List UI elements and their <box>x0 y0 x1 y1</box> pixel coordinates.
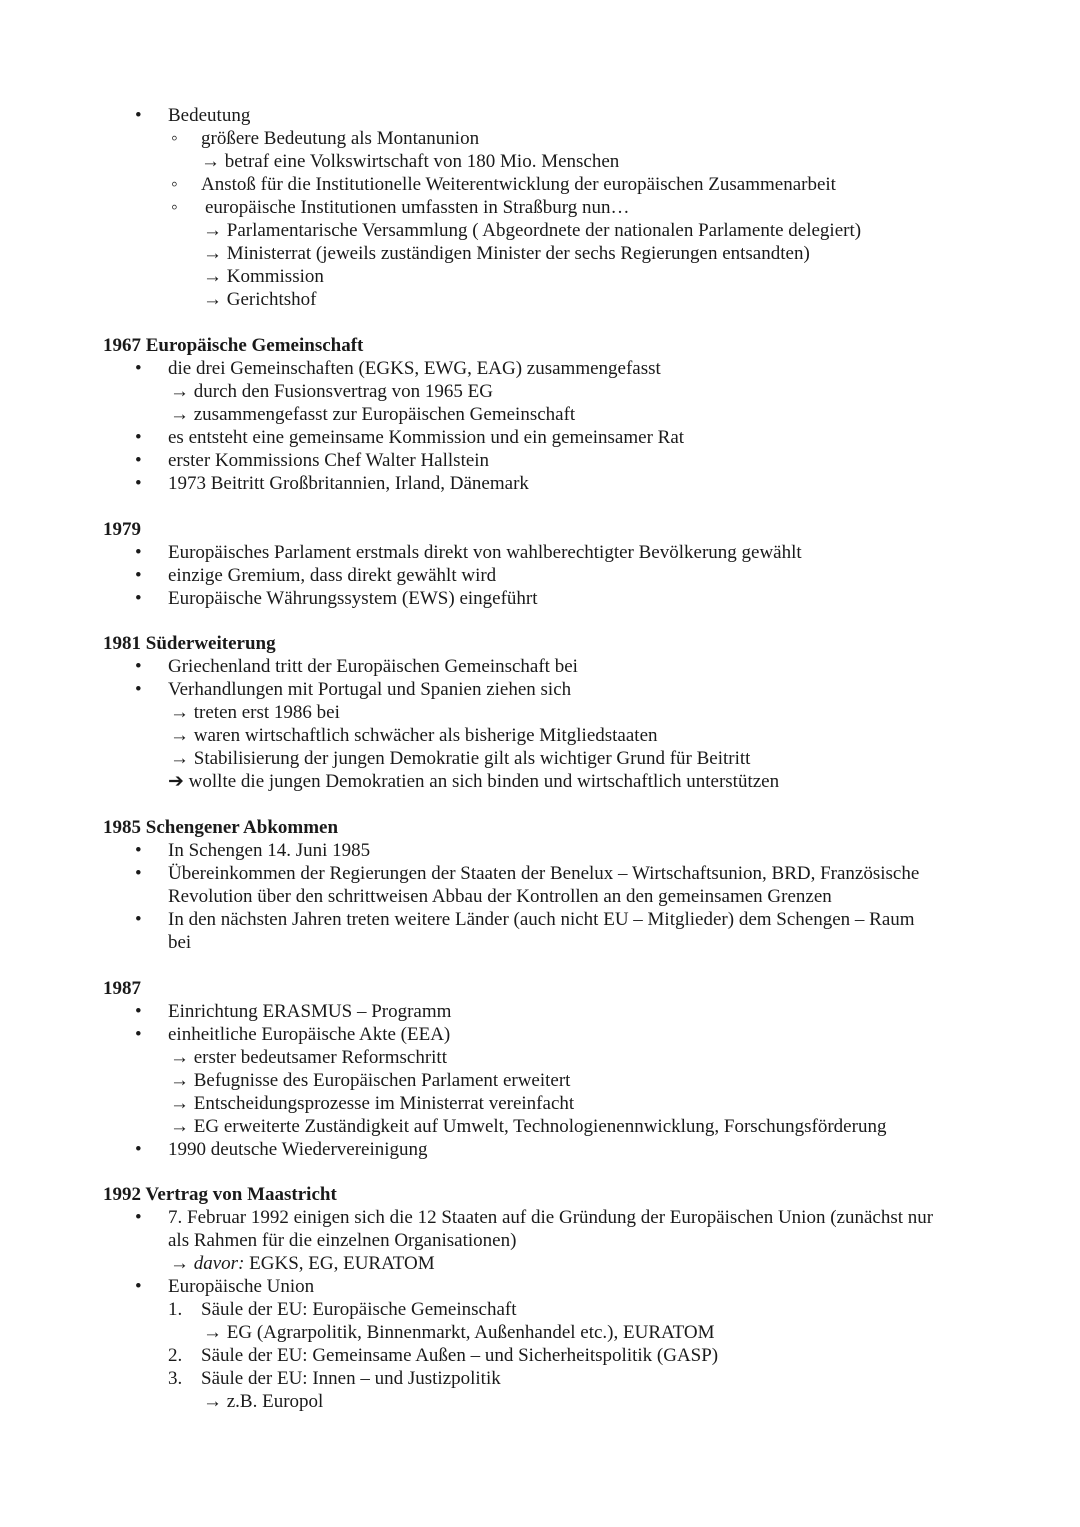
list-marker: • <box>135 450 142 471</box>
text-line: → Parlamentarische Versammlung ( Abgeordnete der nationalen Parlamente delegiert) <box>203 220 862 241</box>
text-line: Übereinkommen der Regierungen der Staaten der Benelux – Wirtschaftsunion, BRD, Französische <box>168 863 920 884</box>
text-line <box>170 1252 435 1275</box>
text-line: → erster bedeutsamer Reformschritt <box>170 1047 447 1068</box>
list-marker: • <box>135 565 142 586</box>
text-line: → EG (Agrarpolitik, Binnenmarkt, Außenhandel etc.), EURATOM <box>203 1322 715 1343</box>
text-line: 1990 deutsche Wiedervereinigung <box>168 1139 428 1160</box>
text-line: Bedeutung <box>168 105 251 126</box>
list-marker: • <box>135 679 142 700</box>
list-marker: • <box>135 840 142 861</box>
list-marker: • <box>135 588 142 609</box>
text-line: Revolution über den schrittweisen Abbau der Kontrollen an den gemeinsamen Grenzen <box>168 886 832 907</box>
text-line: In Schengen 14. Juni 1985 <box>168 840 371 861</box>
list-marker: • <box>135 105 142 126</box>
list-marker: • <box>135 863 142 884</box>
text-line: → z.B. Europol <box>203 1391 324 1412</box>
list-marker: • <box>135 358 142 379</box>
list-marker: • <box>135 1139 142 1160</box>
emphasis-text: davor: <box>193 1253 245 1274</box>
text-line: → zusammengefasst zur Europäischen Gemeinschaft <box>170 404 576 425</box>
list-marker: ◦ <box>171 197 178 218</box>
text-line: europäische Institutionen umfassten in Straßburg nun… <box>205 197 630 218</box>
list-marker: • <box>135 1024 142 1045</box>
text-line: Griechenland tritt der Europäischen Gemeinschaft bei <box>168 656 578 677</box>
text-line: → EG erweiterte Zuständigkeit auf Umwelt, Technologienennwicklung, Forschungsförderung <box>170 1116 887 1137</box>
text-line: ➔ wollte die jungen Demokratien an sich binden und wirtschaftlich unterstützen <box>168 771 780 792</box>
section-heading: 1987 <box>103 978 141 999</box>
line-prefix: → <box>170 1253 194 1274</box>
text-line: die drei Gemeinschaften (EGKS, EWG, EAG) zusammengefasst <box>168 358 661 379</box>
text-line: es entsteht eine gemeinsame Kommission und ein gemeinsamer Rat <box>168 427 685 448</box>
text-line: → Gerichtshof <box>203 289 317 310</box>
list-marker: • <box>135 1207 142 1228</box>
section-heading: 1967 Europäische Gemeinschaft <box>103 335 364 356</box>
text-line: erster Kommissions Chef Walter Hallstein <box>168 450 490 471</box>
text-line: bei <box>168 932 192 953</box>
list-marker: • <box>135 909 142 930</box>
text-line: Säule der EU: Innen – und Justizpolitik <box>201 1368 501 1389</box>
list-marker: • <box>135 427 142 448</box>
text-line: Europäische Union <box>168 1276 315 1297</box>
text-line: → Entscheidungsprozesse im Ministerrat vereinfacht <box>170 1093 575 1114</box>
text-line: als Rahmen für die einzelnen Organisationen) <box>168 1230 517 1251</box>
list-marker: • <box>135 473 142 494</box>
text-line: 7. Februar 1992 einigen sich die 12 Staaten auf die Gründung der Europäischen Union (zunächst nur <box>168 1207 934 1228</box>
text-line: In den nächsten Jahren treten weitere Länder (auch nicht EU – Mitglieder) dem Schengen – Raum <box>168 909 915 930</box>
section-heading: 1985 Schengener Abkommen <box>103 817 339 838</box>
text-line: Europäisches Parlament erstmals direkt von wahlberechtigter Bevölkerung gewählt <box>168 542 802 563</box>
text-line: Säule der EU: Europäische Gemeinschaft <box>201 1299 517 1320</box>
text-line: Säule der EU: Gemeinsame Außen – und Sicherheitspolitik (GASP) <box>201 1345 719 1366</box>
list-marker: 3. <box>168 1368 183 1389</box>
text-line: → durch den Fusionsvertrag von 1965 EG <box>170 381 493 402</box>
text-line: Einrichtung ERASMUS – Programm <box>168 1001 452 1022</box>
text-line: Europäische Währungssystem (EWS) eingeführt <box>168 588 538 609</box>
text-line: → betraf eine Volkswirtschaft von 180 Mio. Menschen <box>201 151 620 172</box>
section-heading: 1979 <box>103 519 141 540</box>
text-line: → treten erst 1986 bei <box>170 702 340 723</box>
text-line: → waren wirtschaftlich schwächer als bisherige Mitgliedstaaten <box>170 725 658 746</box>
text-line: Anstoß für die Institutionelle Weiterentwicklung der europäischen Zusammenarbeit <box>201 174 836 195</box>
list-marker: • <box>135 1001 142 1022</box>
list-marker: ◦ <box>171 174 178 195</box>
list-marker: 1. <box>168 1299 183 1320</box>
text-line: einzige Gremium, dass direkt gewählt wird <box>168 565 497 586</box>
section-heading: 1992 Vertrag von Maastricht <box>103 1184 337 1205</box>
text-line: → Stabilisierung der jungen Demokratie gilt als wichtiger Grund für Beitritt <box>170 748 751 769</box>
text-line: größere Bedeutung als Montanunion <box>201 128 480 149</box>
text-line: → Ministerrat (jeweils zuständigen Minister der sechs Regierungen entsandten) <box>203 243 810 264</box>
list-marker: • <box>135 542 142 563</box>
text-line: → Kommission <box>203 266 324 287</box>
list-marker: 2. <box>168 1345 183 1366</box>
list-marker: ◦ <box>171 128 178 149</box>
list-marker: • <box>135 1276 142 1297</box>
text-line: 1973 Beitritt Großbritannien, Irland, Dänemark <box>168 473 529 494</box>
text-line: → Befugnisse des Europäischen Parlament erweitert <box>170 1070 571 1091</box>
line-rest: EGKS, EG, EURATOM <box>244 1253 435 1274</box>
text-line: einheitliche Europäische Akte (EEA) <box>168 1024 451 1045</box>
list-marker: • <box>135 656 142 677</box>
section-heading: 1981 Süderweiterung <box>103 633 276 654</box>
text-line: Verhandlungen mit Portugal und Spanien ziehen sich <box>168 679 572 700</box>
